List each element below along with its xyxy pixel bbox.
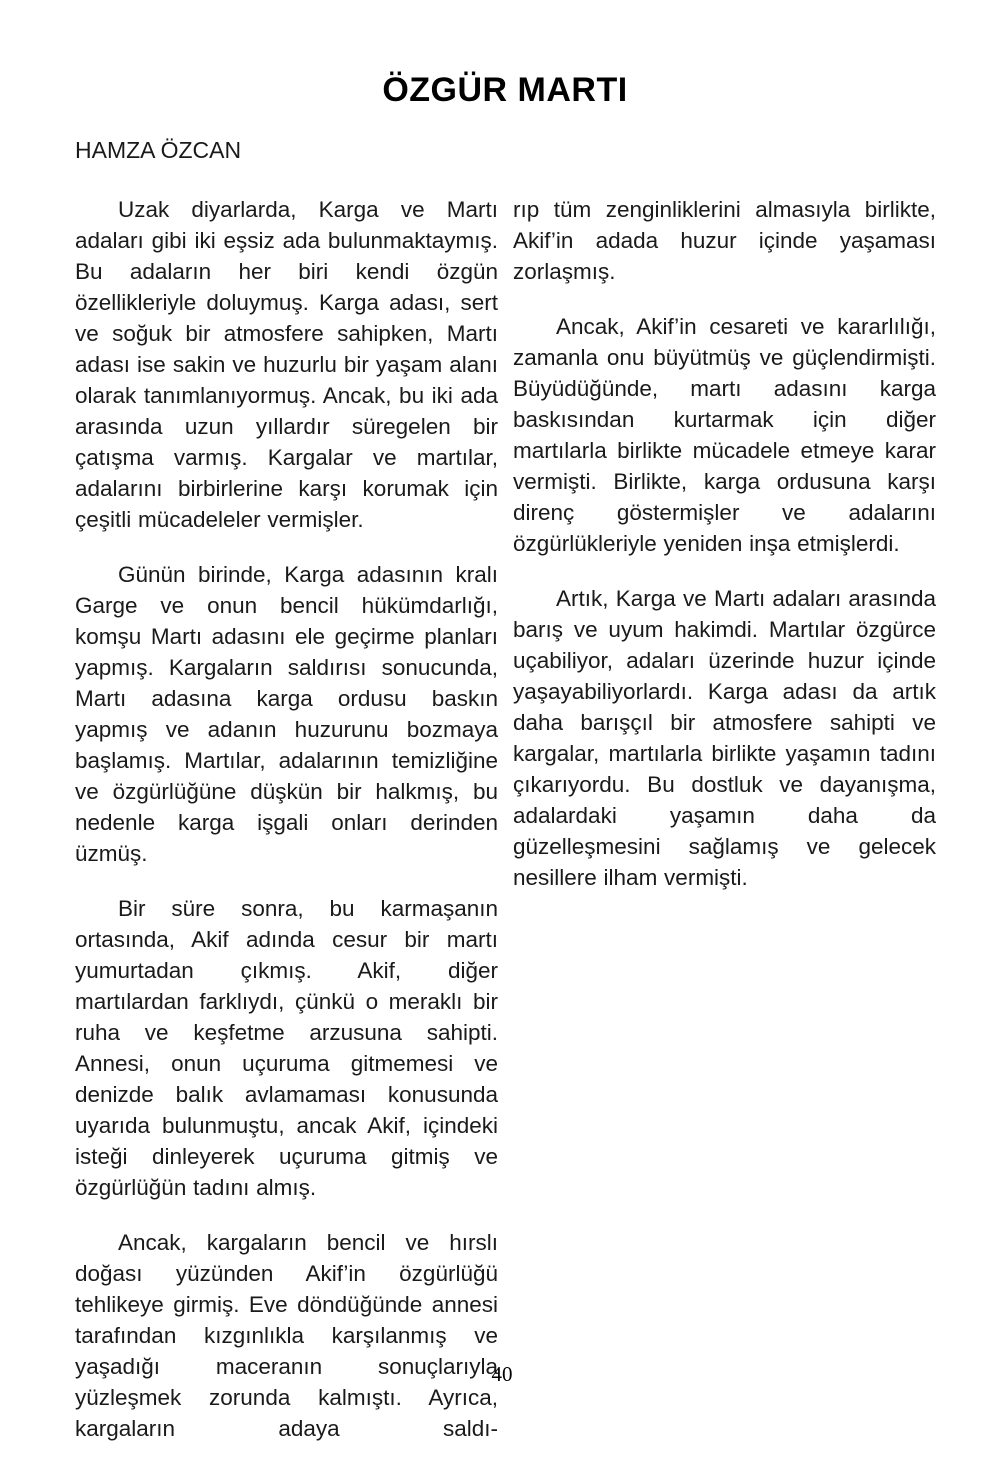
page-number: 40 [491, 1362, 513, 1386]
text-columns [75, 194, 935, 1468]
paragraph: Günün birinde, Karga adasının kralı Garge ve onun bencil hükümdarlığı, komşu Martı adasını ele geçirme planları yapmış. Kargaların saldırısı sonucunda, Martı adasına karga ordusu baskın yapmış ve adanın huzurunu bozmaya başlamış. Martılar, adalarının temizliğine ve özgürlüğüne düşkün bir halkmış, bu nedenle karga işgali onları derinden üzmüş. [75, 562, 498, 866]
paragraph: Artık, Karga ve Martı adaları arasında barış ve uyum hakimdi. Martılar özgürce uçabiliyor, adaları üzerinde huzur içinde yaşayabiliyorlardı. Karga adası da artık daha barışçıl bir atmosfere sahipti ve kargalar, martılarla birlikte yaşamın tadını çıkarıyordu. Bu dostluk ve dayanışma, adalardaki yaşamın daha da güzelleşmesini sağlamış ve gelecek nesillere ilham vermişti. [513, 586, 936, 890]
author-name: HAMZA ÖZCAN [75, 137, 242, 163]
paragraph: Ancak, kargaların bencil ve hırslı doğası yüzünden Akif’in özgürlüğü tehlikeye girmiş. Eve döndüğünde annesi tarafından kızgınlıkla karşılanmış ve yaşadığı maceranın sonuçlarıyla yüzleşmek zorunda kalmıştı. Ayrıca, kargaların adaya saldı- [75, 1230, 498, 1441]
paragraph: Uzak diyarlarda, Karga ve Martı adaları gibi iki eşsiz ada bulunmaktaymış. Bu adaların her biri kendi özgün özellikleriyle doluymuş. Karga adası, sert ve soğuk bir atmosfere sahipken, Martı adası ise sakin ve huzurlu bir yaşam alanı olarak tanımlanıyormuş. Ancak, bu iki ada arasında uzun yıllardır süregelen bir çatışma varmış. Kargalar ve martılar, adalarını birbirlerine karşı korumak için çeşitli mücadeleler vermişler. [75, 197, 498, 532]
paragraph: rıp tüm zenginliklerini almasıyla birlikte, Akif’in adada huzur içinde yaşaması zorlaşmış. [513, 197, 936, 284]
paragraph: Bir süre sonra, bu karmaşanın ortasında, Akif adında cesur bir martı yumurtadan çıkmış. Akif, diğer martılardan farklıydı, çünkü o meraklı bir ruha ve keşfetme arzusuna sahipti. Annesi, onun uçuruma gitmemesi ve denizde balık avlamaması konusunda uyarıda bulunmuştu, ancak Akif, içindeki isteği dinleyerek uçuruma gitmiş ve özgürlüğün tadını almış. [75, 896, 498, 1200]
paragraph: Ancak, Akif’in cesareti ve kararlılığı, zamanla onu büyütmüş ve güçlendirmişti. Büyüdüğünde, martı adasını karga baskısından kurtarmak için diğer martılarla birlikte mücadele etmeye karar vermişti. Birlikte, karga ordusuna karşı direnç göstermişler ve adalarını özgürlükleriyle yeniden inşa etmişlerdi. [513, 314, 936, 556]
page-title: ÖZGÜR MARTI [382, 71, 628, 109]
right-column [513, 194, 936, 1468]
left-column [75, 194, 498, 1468]
